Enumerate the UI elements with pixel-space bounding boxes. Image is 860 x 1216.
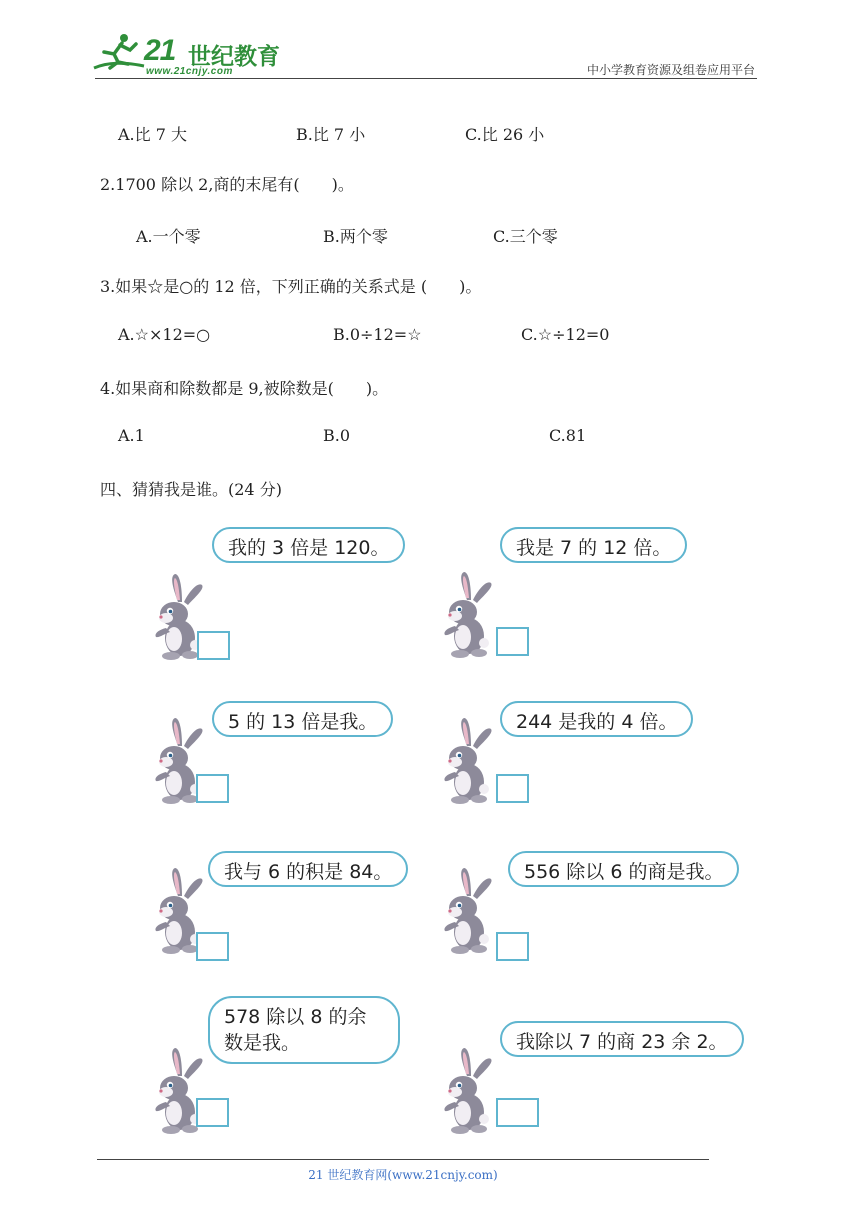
riddle-text-7-line-2: 数是我。	[224, 1032, 301, 1054]
riddle-text-8: 我除以 7 的商 23 余 2。	[516, 1031, 728, 1053]
riddle-text-5: 我与 6 的积是 84。	[224, 861, 393, 883]
q2-option-c: C.三个零	[493, 227, 558, 246]
answer-box-4[interactable]	[496, 774, 529, 803]
answer-box-3[interactable]	[196, 774, 229, 803]
q3-option-c: C.☆÷12=0	[521, 325, 610, 344]
platform-name: 中小学教育资源及组卷应用平台	[586, 63, 755, 77]
q1-option-b: B.比 7 小	[296, 125, 366, 144]
riddle-bubble-7	[208, 996, 400, 1064]
q3-option-a: A.☆×12=○	[118, 325, 211, 344]
q2-option-b: B.两个零	[323, 227, 388, 246]
riddle-text-6: 556 除以 6 的商是我。	[524, 861, 724, 883]
rabbit-icon	[433, 570, 503, 660]
riddle-bubble-4	[500, 701, 693, 737]
q3-stem: 3.如果☆是○的 12 倍，下列正确的关系式是 ( )。	[100, 277, 482, 296]
rabbit-icon	[433, 716, 503, 806]
q4-option-a: A.1	[118, 426, 145, 445]
rabbit-icon	[433, 866, 503, 956]
riddle-text-4: 244 是我的 4 倍。	[516, 711, 678, 733]
answer-box-7[interactable]	[196, 1098, 229, 1127]
answer-box-6[interactable]	[496, 932, 529, 961]
riddle-bubble-8	[500, 1021, 744, 1057]
logo-number: 21	[144, 34, 176, 67]
riddle-bubble-6	[508, 851, 739, 887]
q2-option-a: A.一个零	[136, 227, 201, 246]
q4-option-c: C.81	[549, 426, 587, 445]
header-divider	[95, 78, 757, 79]
answer-box-5[interactable]	[196, 932, 229, 961]
answer-box-1[interactable]	[197, 631, 230, 660]
riddle-text-3: 5 的 13 倍是我。	[228, 711, 378, 733]
q2-stem: 2.1700 除以 2,商的末尾有( )。	[100, 175, 354, 194]
section-4-title: 四、猜猜我是谁。(24 分)	[100, 480, 282, 499]
answer-box-2[interactable]	[496, 627, 529, 656]
q1-option-a: A.比 7 大	[118, 125, 187, 144]
footer-divider	[97, 1159, 709, 1160]
rabbit-icon	[433, 1046, 503, 1136]
riddle-bubble-5	[208, 851, 408, 887]
q4-stem: 4.如果商和除数都是 9,被除数是( )。	[100, 379, 389, 398]
logo-url: www.21cnjy.com	[146, 66, 233, 77]
footer-text: 21 世纪教育网(www.21cnjy.com)	[308, 1168, 498, 1182]
runner-logo-icon	[92, 32, 146, 76]
answer-box-8[interactable]	[496, 1098, 539, 1127]
logo-text: 世纪教育	[188, 44, 280, 70]
riddle-bubble-1	[212, 527, 405, 563]
riddle-text-1: 我的 3 倍是 120。	[228, 537, 390, 559]
q3-option-b: B.0÷12=☆	[333, 325, 422, 344]
q1-option-c: C.比 26 小	[465, 125, 545, 144]
riddle-text-2: 我是 7 的 12 倍。	[516, 537, 672, 559]
riddle-bubble-3	[212, 701, 393, 737]
site-logo	[92, 30, 292, 80]
riddle-bubble-2	[500, 527, 687, 563]
riddle-text-7-line-1: 578 除以 8 的余	[224, 1006, 367, 1028]
q4-option-b: B.0	[323, 426, 351, 445]
